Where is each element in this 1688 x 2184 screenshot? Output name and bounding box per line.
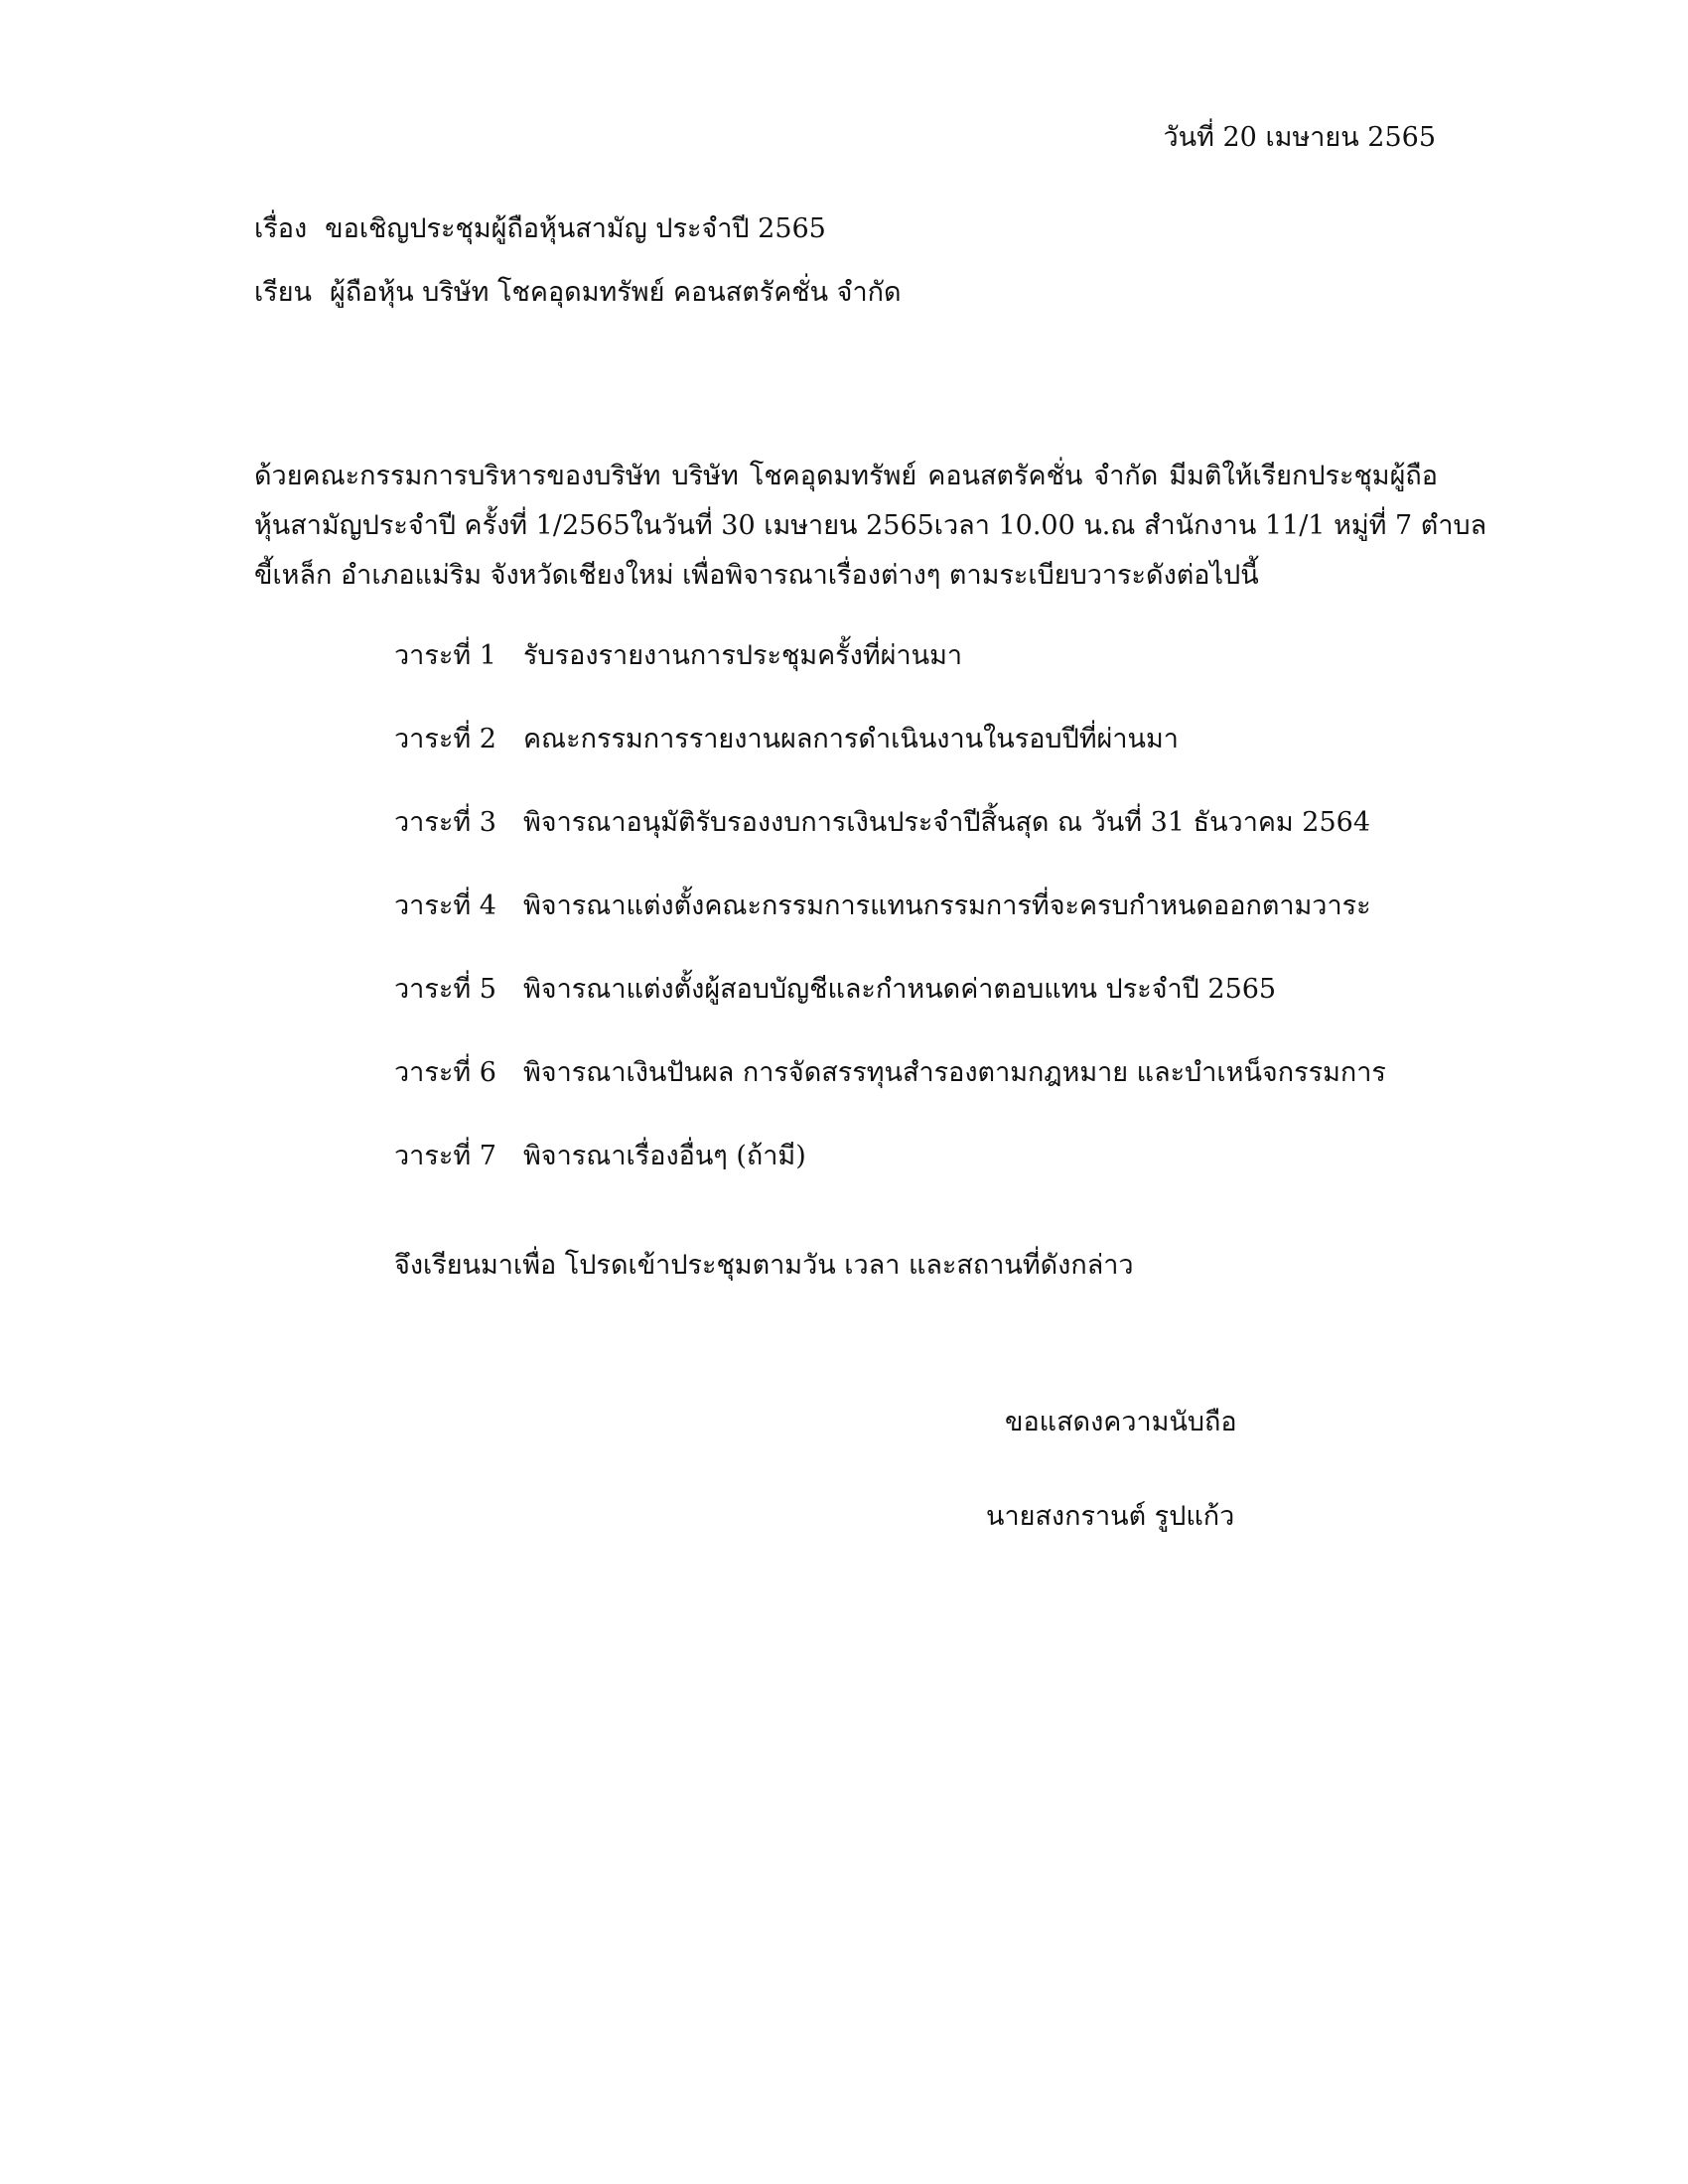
- agenda-text: รับรองรายงานการประชุมครั้งที่ผ่านมา: [523, 640, 963, 671]
- agenda-number: วาระที่ 6: [394, 1057, 496, 1088]
- agenda-item: [394, 1055, 1386, 1139]
- subject-text: ขอเชิญประชุมผู้ถือหุ้นสามัญ ประจำปี 2565: [325, 213, 826, 244]
- agenda-number: วาระที่ 1: [394, 640, 496, 671]
- agenda-text: คณะกรรมการรายงานผลการดำเนินงานในรอบปีที่ผ่านมา: [523, 724, 1179, 754]
- recipient-line: [254, 275, 902, 311]
- agenda-text: พิจารณาแต่งตั้งผู้สอบบัญชีและกำหนดค่าตอบแทน ประจำปี 2565: [523, 974, 1277, 1005]
- agenda-number: วาระที่ 5: [394, 974, 496, 1005]
- recipient-label: เรียน: [254, 277, 313, 308]
- agenda-item: [394, 805, 1386, 888]
- agenda-text: พิจารณาเงินปันผล การจัดสรรทุนสำรองตามกฎหมาย และบำเหน็จกรรมการ: [523, 1057, 1386, 1088]
- agenda-text: พิจารณาเรื่องอื่นๆ (ถ้ามี): [523, 1141, 806, 1171]
- signer-name: นายสงกรานต์ รูปแก้ว: [986, 1501, 1235, 1532]
- agenda-text: พิจารณาอนุมัติรับรองงบการเงินประจำปีสิ้นสุด ณ วันที่ 31 ธันวาคม 2564: [523, 807, 1371, 838]
- agenda-item: [394, 1139, 1386, 1222]
- recipient-text: ผู้ถือหุ้น บริษัท โชคอุดมทรัพย์ คอนสตรัคชั่น จำกัด: [330, 277, 902, 308]
- regards-text: ขอแสดงความนับถือ: [1005, 1407, 1237, 1437]
- subject-label: เรื่อง: [254, 213, 308, 244]
- subject-line: [254, 211, 826, 247]
- agenda-text: พิจารณาแต่งตั้งคณะกรรมการแทนกรรมการที่จะครบกำหนดออกตามวาระ: [523, 890, 1371, 921]
- agenda-number: วาระที่ 4: [394, 890, 496, 921]
- agenda-item: [394, 888, 1386, 972]
- body-line: หุ้นสามัญประจำปี ครั้งที่ 1/2565ในวันที่ 30 เมษายน 2565เวลา 10.00 น.ณ สำนักงาน 11/1 หมู่ที่ 7 ตำบล: [254, 510, 1487, 541]
- agenda-item: [394, 972, 1386, 1055]
- agenda-item: [394, 722, 1386, 805]
- body-line: ขี้เหล็ก อำเภอแม่ริม จังหวัดเชียงใหม่ เพื่อพิจารณาเรื่องต่างๆ ตามระเบียบวาระดังต่อไปนี้: [254, 560, 1259, 591]
- letter-date: วันที่ 20 เมษายน 2565: [1163, 122, 1436, 153]
- agenda-list: [394, 638, 1386, 1222]
- agenda-number: วาระที่ 7: [394, 1141, 496, 1171]
- closing-sentence: จึงเรียนมาเพื่อ โปรดเข้าประชุมตามวัน เวลา และสถานที่ดังกล่าว: [394, 1250, 1134, 1281]
- agenda-number: วาระที่ 3: [394, 807, 496, 838]
- agenda-number: วาระที่ 2: [394, 724, 496, 754]
- body-paragraph: [254, 452, 1487, 601]
- body-line: ด้วยคณะกรรมการบริหารของบริษัท บริษัท โชคอุดมทรัพย์ คอนสตรัคชั่น จำกัด มีมติให้เรียกประชุมผู้ถือ: [254, 461, 1438, 491]
- agenda-item: [394, 638, 1386, 722]
